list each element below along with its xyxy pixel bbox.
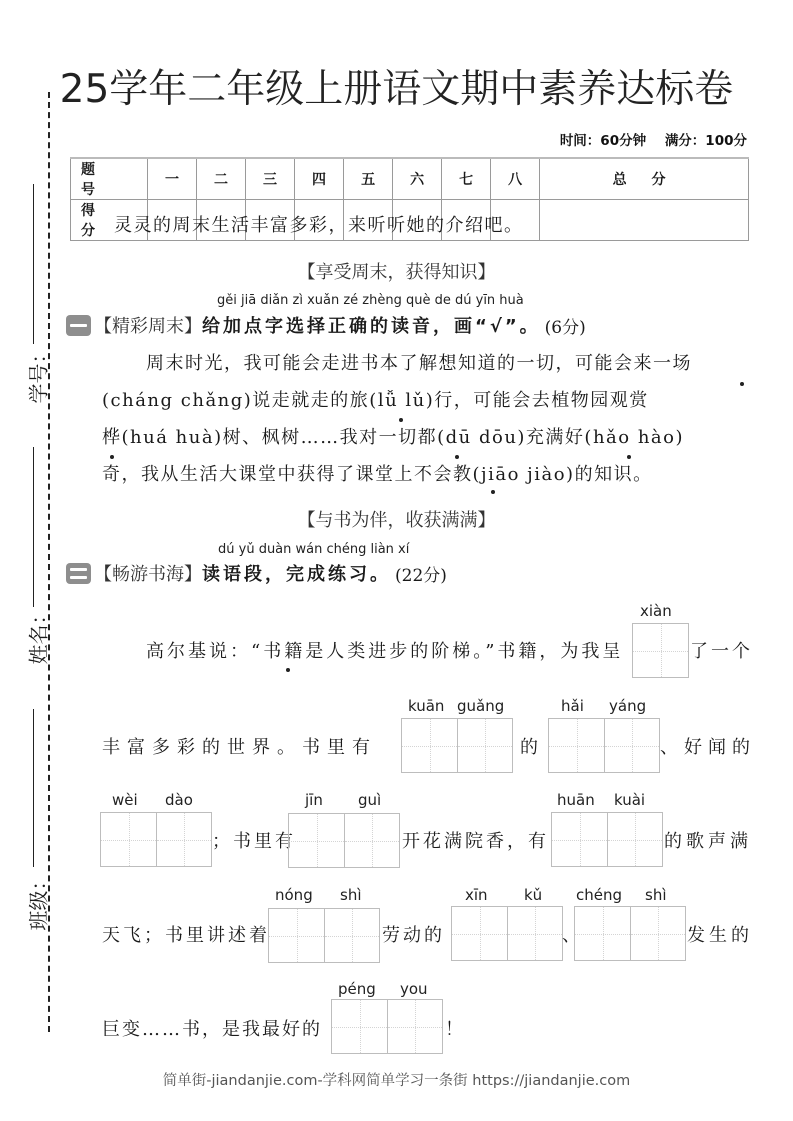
pinyin-label: guì xyxy=(358,791,382,809)
col-header: 四 xyxy=(295,158,344,200)
q2-line1-after: 了一个 xyxy=(690,641,753,662)
q2-line4-text-d: 发生的 xyxy=(687,925,753,946)
answer-box-xinku[interactable] xyxy=(451,906,563,961)
pinyin-label: péng xyxy=(338,980,376,998)
q1-line-2: (cháng chǎng)说走就走的旅(lǚ lǔ)行，可能会去植物园观赏 xyxy=(102,390,649,411)
emphasis-dot xyxy=(110,455,114,459)
writing-cell[interactable] xyxy=(604,719,659,772)
writing-cell[interactable] xyxy=(549,719,604,772)
q1-category: 【精彩周末】 xyxy=(94,316,202,337)
writing-cell[interactable] xyxy=(289,814,344,867)
writing-cell[interactable] xyxy=(269,909,324,962)
col-header: 五 xyxy=(344,158,393,200)
writing-cell[interactable] xyxy=(324,909,379,962)
q1-line-4: 奇，我从生活大课堂中获得了课堂上不会教(jiāo jiào)的知识。 xyxy=(102,464,653,485)
q2-line4-text-a: 天飞；书里讲述着 xyxy=(102,925,270,946)
name-label: 姓名： xyxy=(26,604,51,665)
score-cell-total[interactable] xyxy=(540,200,749,241)
emphasis-dot xyxy=(286,668,290,672)
q1-instruction-pinyin: gěi jiā diǎn zì xuǎn zé zhèng què de dú yīn huà xyxy=(217,293,524,308)
col-header: 二 xyxy=(197,158,246,200)
col-header: 三 xyxy=(246,158,295,200)
row-header-question-number: 题 号 xyxy=(71,158,148,200)
writing-cell[interactable] xyxy=(387,1000,442,1053)
exam-time: 时间：60分钟 xyxy=(559,133,647,149)
exam-meta xyxy=(546,129,747,149)
pinyin-label: xīn xyxy=(465,886,488,904)
q1-line-3: 桦(huá huà)树、枫树……我对一切都(dū dōu)充满好(hǎo hào) xyxy=(102,427,685,448)
pinyin-label: shì xyxy=(645,886,667,904)
pinyin-label: chéng xyxy=(576,886,623,904)
name-blank[interactable] xyxy=(33,709,34,867)
col-header: 八 xyxy=(491,158,540,200)
row-header-score: 得 分 xyxy=(71,200,148,241)
footer-watermark: 简单街-jiandanjie.com-学科网简单学习一条街 https://jiandanjie.com xyxy=(162,1073,631,1089)
pinyin-label: kǔ xyxy=(524,886,543,904)
section-heading-weekend: 【享受周末，获得知识】 xyxy=(297,262,496,283)
number-one-icon xyxy=(66,315,91,336)
pinyin-label: yáng xyxy=(609,697,647,715)
writing-cell[interactable] xyxy=(332,1000,387,1053)
q2-line1-text: 高尔基说：“书籍是人类进步的阶梯。”书籍，为我呈 xyxy=(146,641,624,662)
exam-full-score: 满分：100分 xyxy=(664,133,747,149)
emphasis-dot xyxy=(399,418,403,422)
q1-instruction: 给加点字选择正确的读音，画“√”。 xyxy=(202,316,541,337)
emphasis-dot xyxy=(455,455,459,459)
writing-cell[interactable] xyxy=(607,813,662,866)
writing-cell[interactable] xyxy=(156,813,211,866)
student-id-label: 学号： xyxy=(26,343,51,404)
writing-cell[interactable] xyxy=(101,813,156,866)
pinyin-label: jīn xyxy=(305,791,323,809)
number-two-icon xyxy=(66,563,91,584)
pinyin-label: kuài xyxy=(614,791,646,809)
q1-score: (6分) xyxy=(544,317,586,338)
emphasis-dot xyxy=(740,382,744,386)
q1-line-1: 周末时光，我可能会走进书本了解想知道的一切，可能会来一场 xyxy=(146,353,692,374)
q2-category: 【畅游书海】 xyxy=(94,564,202,585)
pinyin-label: shì xyxy=(340,886,362,904)
pinyin-label: you xyxy=(400,980,428,998)
class-label: 班级： xyxy=(26,870,51,931)
writing-cell[interactable] xyxy=(452,907,507,960)
q2-instruction: 读语段，完成练习。 xyxy=(202,564,391,585)
answer-box-jingui[interactable] xyxy=(288,813,400,868)
q2-line3-text-c: 的歌声满 xyxy=(664,831,752,852)
exam-title: 25学年二年级上册语文期中素养达标卷 xyxy=(59,67,734,112)
answer-box-haiyang[interactable] xyxy=(548,718,660,773)
pinyin-label: huān xyxy=(557,791,595,809)
writing-cell[interactable] xyxy=(507,907,562,960)
col-header: 七 xyxy=(442,158,491,200)
writing-cell[interactable] xyxy=(344,814,399,867)
answer-box-kuanguang[interactable] xyxy=(401,718,513,773)
writing-cell[interactable] xyxy=(552,813,607,866)
q2-line5-text-b: ！ xyxy=(445,1019,466,1040)
score-table-header-row xyxy=(71,158,749,200)
pinyin-label: kuān xyxy=(408,697,445,715)
pinyin-label: wèi xyxy=(112,791,138,809)
q2-line3-text-b: 开花满院香，有 xyxy=(402,831,549,852)
question-2-header xyxy=(66,560,447,586)
pinyin-label: guǎng xyxy=(457,697,505,715)
pinyin-label: nóng xyxy=(275,886,313,904)
col-header-total: 总 分 xyxy=(540,158,749,200)
q2-score: (22分) xyxy=(395,565,447,586)
writing-cell[interactable] xyxy=(630,907,685,960)
answer-box-weidao[interactable] xyxy=(100,812,212,867)
q2-line4-text-b: 劳动的 xyxy=(382,925,445,946)
col-header: 一 xyxy=(148,158,197,200)
pinyin-label: xiàn xyxy=(640,602,672,620)
q2-line3-text-a: ；书里有 xyxy=(212,831,296,852)
question-1-header xyxy=(66,312,586,338)
answer-box-nongshi[interactable] xyxy=(268,908,380,963)
emphasis-dot xyxy=(627,455,631,459)
answer-box-chengshi[interactable] xyxy=(574,906,686,961)
section-heading-books: 【与书为伴，收获满满】 xyxy=(297,510,496,531)
writing-cell[interactable] xyxy=(457,719,512,772)
q2-line2-after: 、好闻的 xyxy=(660,737,756,758)
q2-line2-de: 的 xyxy=(520,737,541,758)
q2-line4-text-c: 、 xyxy=(562,925,583,946)
emphasis-dot xyxy=(491,490,495,494)
q2-line2-text: 丰富多彩的世界。书里有 xyxy=(102,737,377,758)
answer-box-pengyou[interactable] xyxy=(331,999,443,1054)
answer-box-xian[interactable] xyxy=(632,623,689,678)
writing-cell[interactable] xyxy=(575,907,630,960)
q2-line5-text-a: 巨变……书，是我最好的 xyxy=(102,1019,322,1040)
col-header: 六 xyxy=(393,158,442,200)
q2-instruction-pinyin: dú yǔ duàn wán chéng liàn xí xyxy=(218,542,410,557)
pinyin-label: dào xyxy=(165,791,193,809)
writing-cell[interactable] xyxy=(633,624,688,677)
intro-text: 灵灵的周末生活丰富多彩，来听听她的介绍吧。 xyxy=(114,215,524,236)
pinyin-label: hǎi xyxy=(561,697,584,715)
answer-box-huankuai[interactable] xyxy=(551,812,663,867)
writing-cell[interactable] xyxy=(402,719,457,772)
